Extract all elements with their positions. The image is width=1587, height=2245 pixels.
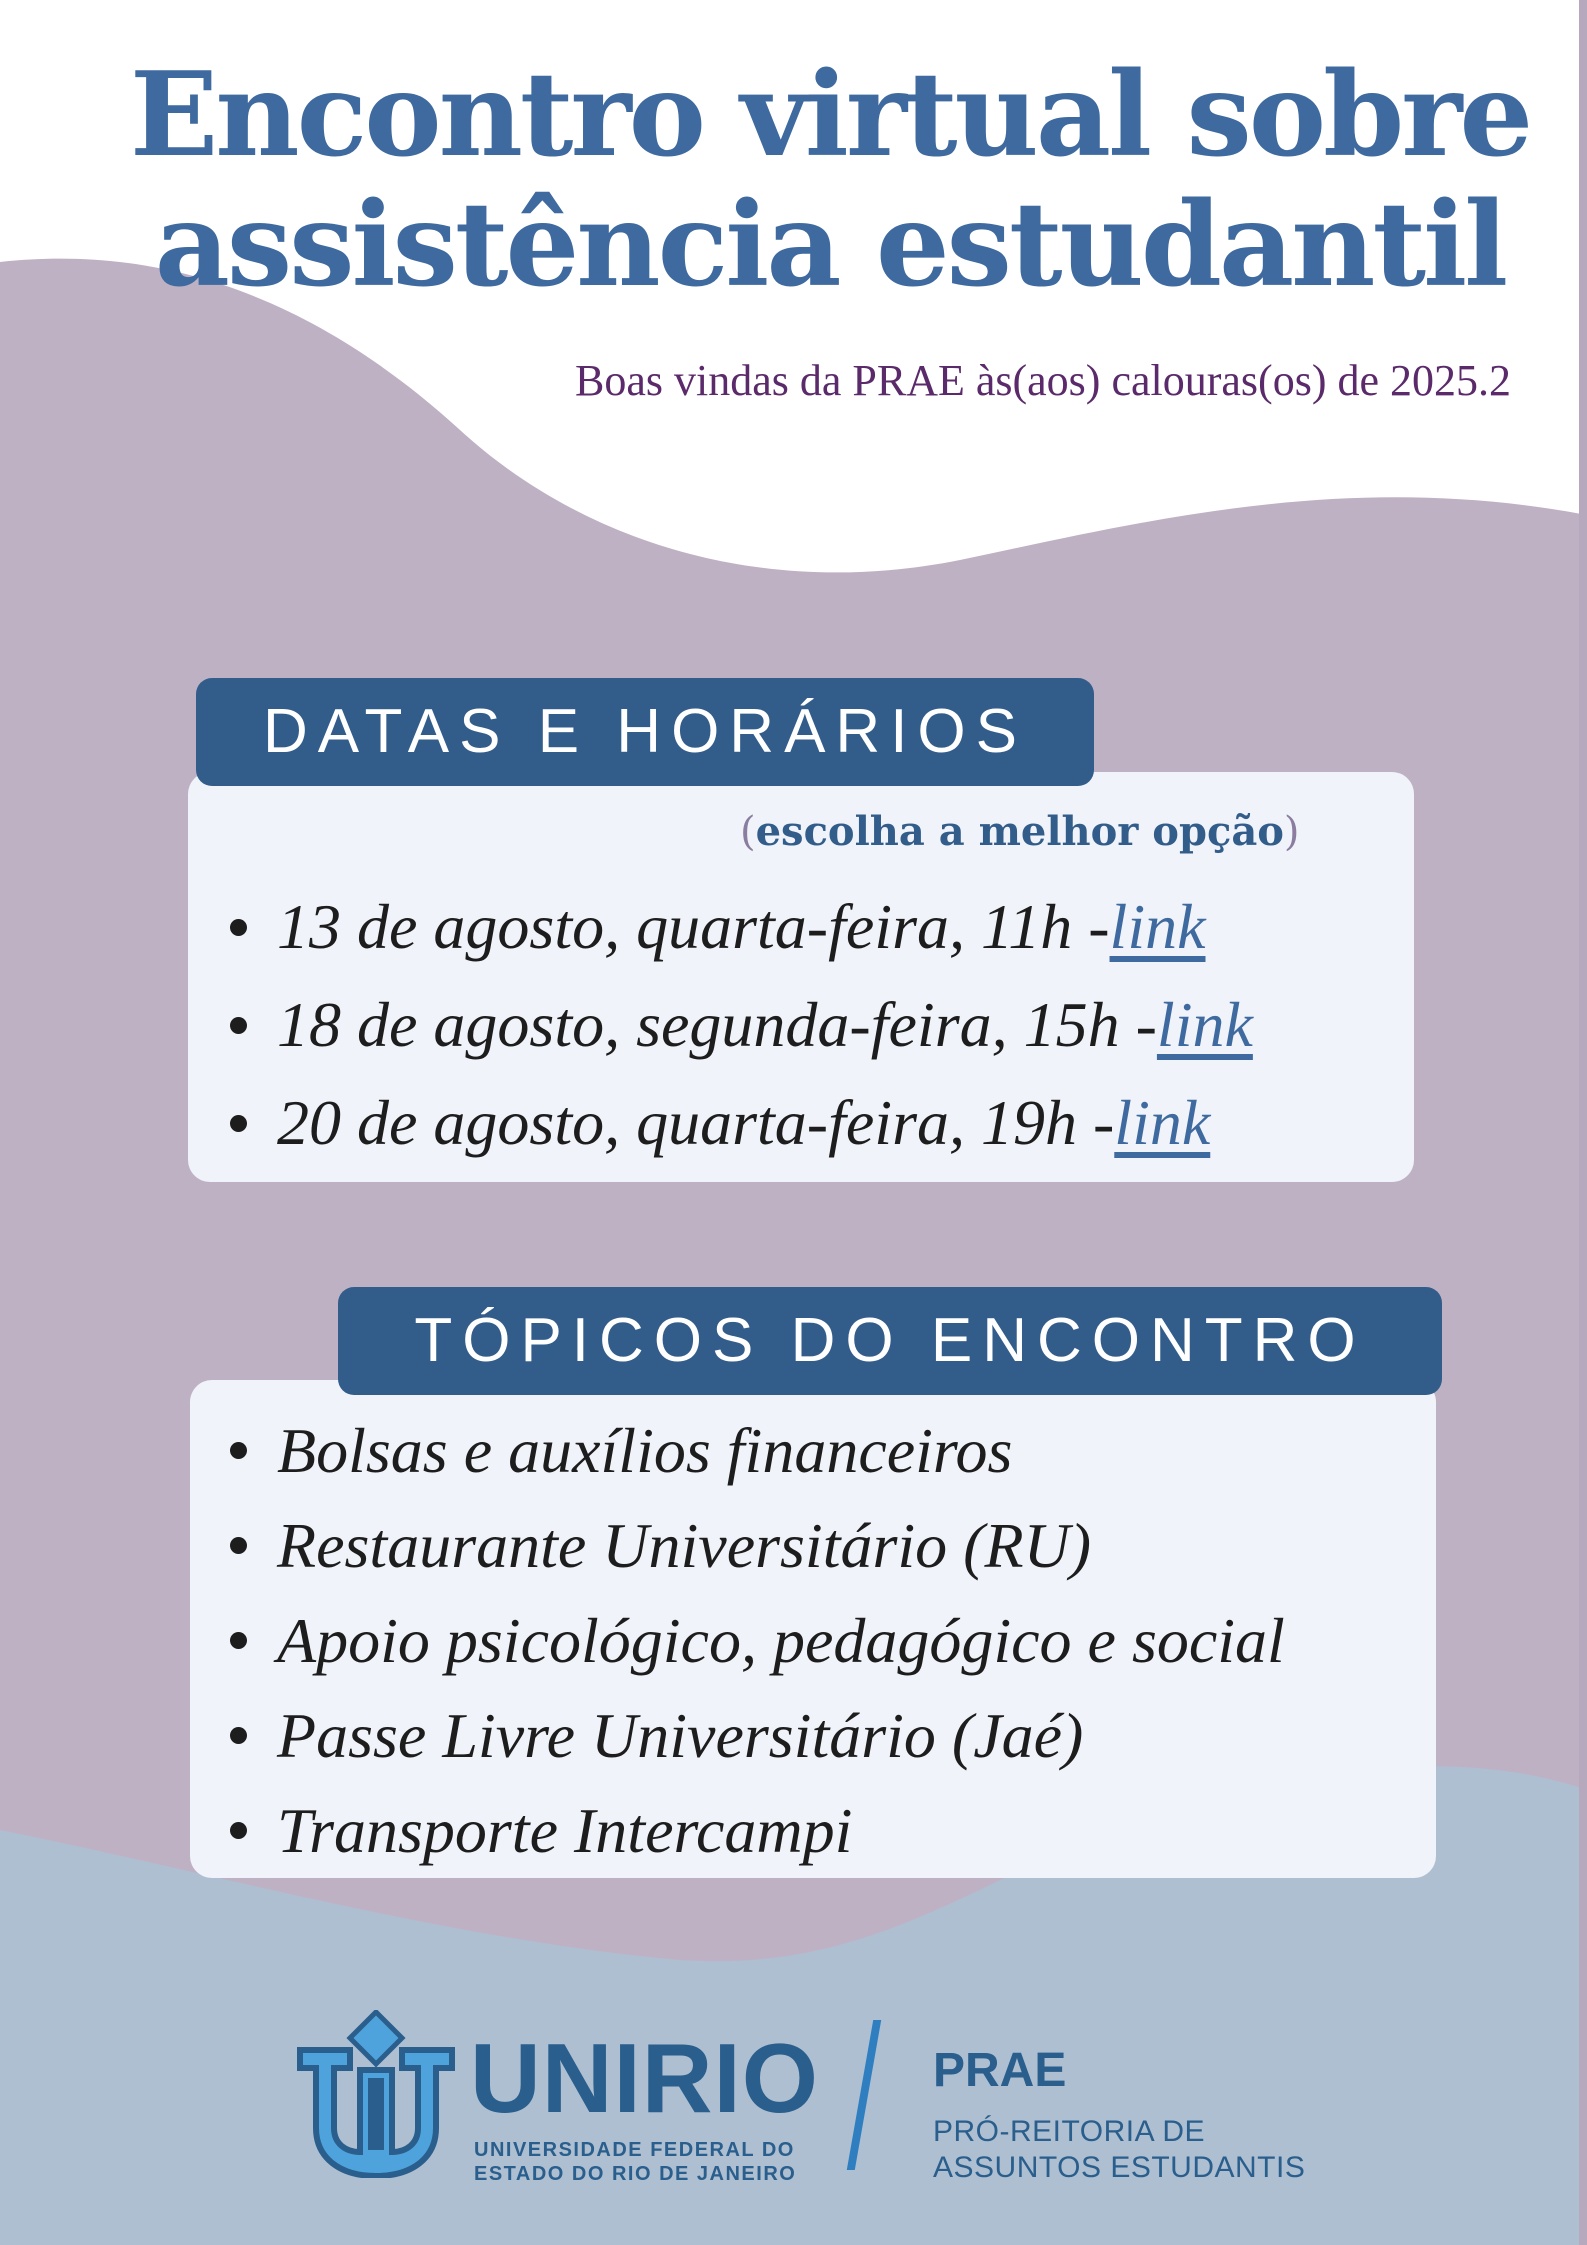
list-item xyxy=(230,878,1253,976)
list-item xyxy=(230,1688,1285,1783)
date-text: 18 de agosto, segunda-feira, 15h - xyxy=(277,989,1157,1060)
prae-subtitle xyxy=(933,2114,1305,2186)
unirio-sub-line-1: UNIVERSIDADE FEDERAL DO xyxy=(474,2139,795,2161)
prae-sub-line-1: PRÓ-REITORIA DE xyxy=(933,2115,1205,2148)
title-line-2: assistência estudantil xyxy=(154,177,1506,313)
topic-text: Transporte Intercampi xyxy=(277,1794,853,1866)
date-text: 20 de agosto, quarta-feira, 19h - xyxy=(277,1087,1115,1158)
unirio-sub-line-2: ESTADO DO RIO DE JANEIRO xyxy=(474,2163,797,2185)
subtitle: Boas vindas da PRAE às(aos) calouras(os) de 2025.2 xyxy=(574,356,1511,405)
date-link-3[interactable]: link xyxy=(1114,1087,1211,1158)
bullet-icon xyxy=(230,1727,247,1744)
bullet-icon xyxy=(230,1115,247,1132)
unirio-emblem-icon xyxy=(294,2010,458,2178)
dates-hint xyxy=(740,808,1300,855)
list-item xyxy=(230,1498,1285,1593)
topic-text: Bolsas e auxílios financeiros xyxy=(277,1414,1013,1486)
page-title xyxy=(120,47,1540,313)
unirio-subtitle xyxy=(474,2138,796,2186)
date-link-2[interactable]: link xyxy=(1156,989,1253,1060)
bullet-icon xyxy=(230,1537,247,1554)
topics-heading: TÓPICOS DO ENCONTRO xyxy=(338,1287,1442,1395)
bullet-icon xyxy=(230,919,247,936)
date-link-1[interactable]: link xyxy=(1109,891,1206,962)
topic-text: Passe Livre Universitário (Jaé) xyxy=(277,1699,1084,1771)
bullet-icon xyxy=(230,1442,247,1459)
right-edge-stripe xyxy=(1579,0,1587,2245)
topic-text: Restaurante Universitário (RU) xyxy=(277,1509,1092,1581)
bullet-icon xyxy=(230,1632,247,1649)
list-item xyxy=(230,1783,1285,1878)
date-text: 13 de agosto, quarta-feira, 11h - xyxy=(277,891,1110,962)
list-item xyxy=(230,1403,1285,1498)
list-item xyxy=(230,976,1253,1074)
logo-divider xyxy=(847,2020,881,2170)
hint-open-paren: ( xyxy=(740,809,756,855)
hint-close-paren: ) xyxy=(1283,809,1300,855)
prae-name: PRAE xyxy=(933,2044,1067,2097)
hint-text: escolha a melhor opção xyxy=(755,808,1284,855)
topic-text: Apoio psicológico, pedagógico e social xyxy=(277,1604,1285,1676)
bullet-icon xyxy=(230,1017,247,1034)
list-item xyxy=(230,1593,1285,1688)
prae-sub-line-2: ASSUNTOS ESTUDANTIS xyxy=(933,2151,1306,2184)
dates-list xyxy=(230,878,1253,1172)
footer-logos xyxy=(0,2010,1587,2200)
bullet-icon xyxy=(230,1822,247,1839)
dates-heading: DATAS E HORÁRIOS xyxy=(196,678,1094,786)
list-item xyxy=(230,1074,1253,1172)
unirio-name: UNIRIO xyxy=(470,2023,819,2133)
title-line-1: Encontro virtual sobre xyxy=(129,47,1531,183)
topics-list xyxy=(230,1403,1285,1878)
